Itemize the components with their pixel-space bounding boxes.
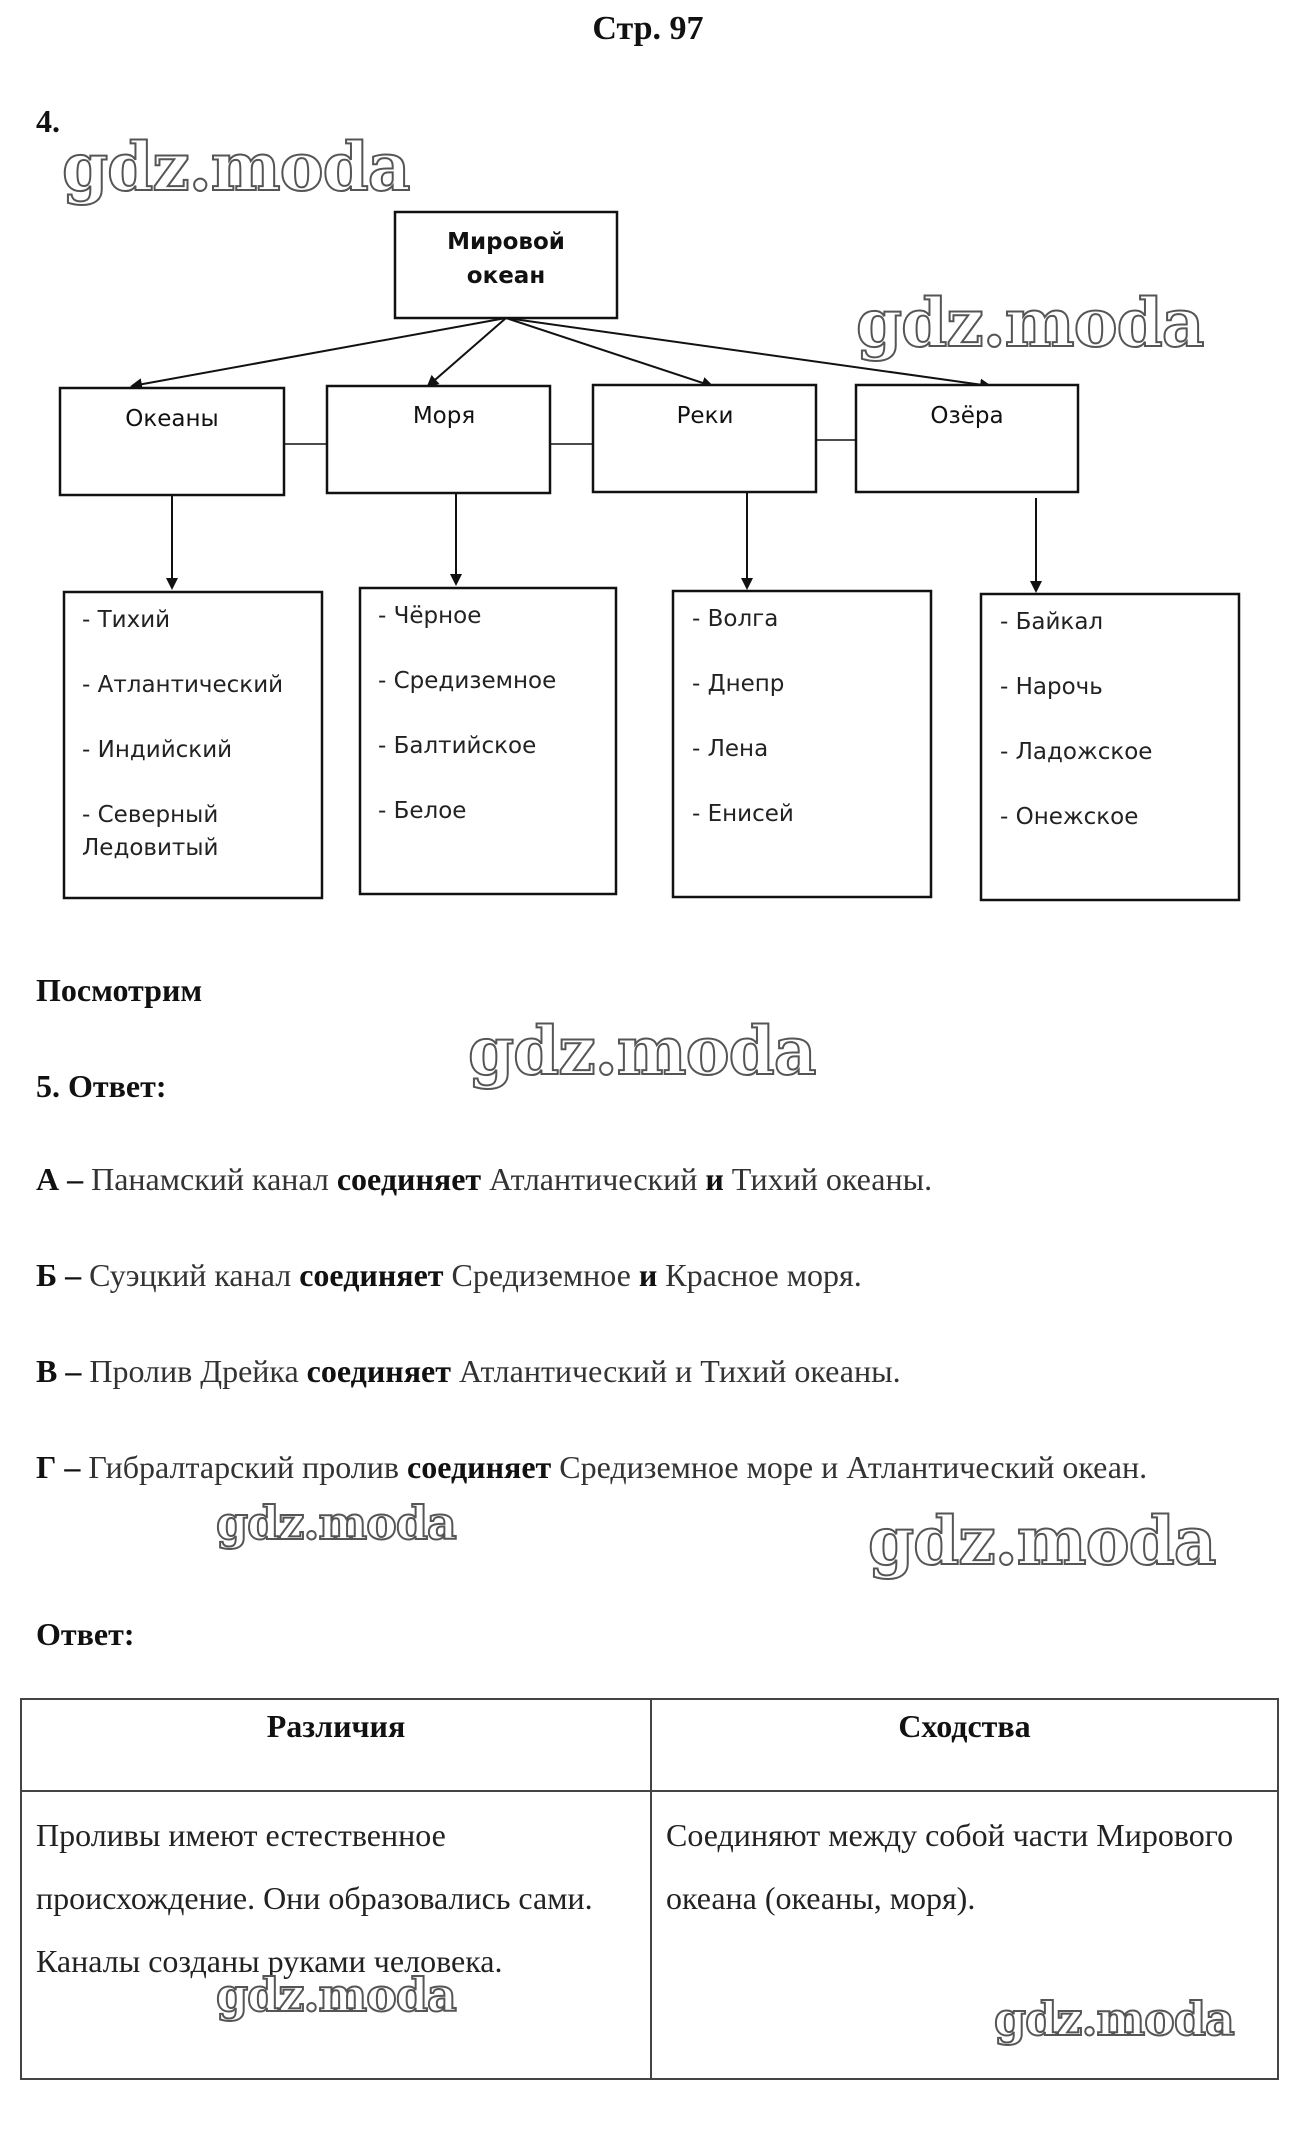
list-item: - Енисей bbox=[692, 801, 794, 827]
list-item: - Индийский bbox=[82, 737, 233, 763]
category-label-rivers: Реки bbox=[676, 403, 734, 429]
answer-conjunction: и bbox=[705, 1161, 724, 1197]
answer-object: Средиземное bbox=[451, 1257, 631, 1293]
answer-object: Тихий океаны. bbox=[731, 1161, 933, 1197]
root-label-line2: океан bbox=[466, 263, 546, 289]
list-item: - Чёрное bbox=[378, 603, 482, 629]
answer-letter: А – bbox=[36, 1161, 84, 1197]
arrow-root-seas bbox=[428, 318, 506, 386]
list-item: - Волга bbox=[692, 606, 779, 632]
list-oceans bbox=[82, 604, 312, 897]
arrow-root-oceans bbox=[132, 318, 506, 386]
answer-verb: соединяет bbox=[306, 1353, 451, 1389]
answer-a bbox=[36, 1148, 1236, 1211]
answer-verb: соединяет bbox=[336, 1161, 482, 1197]
list-lakes bbox=[1000, 606, 1230, 866]
watermark: gdz.moda bbox=[62, 128, 410, 206]
watermark: gdz.moda bbox=[216, 1968, 456, 2022]
list-item: - Онежское bbox=[1000, 804, 1139, 830]
category-label-seas: Моря bbox=[412, 403, 476, 429]
look-heading: Посмотрим bbox=[36, 972, 203, 1008]
answer-conjunction: и bbox=[638, 1257, 658, 1293]
answer-object: Атлантический bbox=[489, 1161, 698, 1197]
header-similarities: Сходства bbox=[651, 1699, 1278, 1791]
list-item: - Северный Ледовитый bbox=[82, 802, 219, 861]
answer-verb: соединяет bbox=[406, 1449, 552, 1485]
answer-b bbox=[36, 1244, 1236, 1307]
watermark: gdz.moda bbox=[216, 1496, 456, 1550]
watermark: gdz.moda bbox=[994, 1992, 1234, 2046]
answer-verb: соединяет bbox=[299, 1257, 444, 1293]
arrow-root-rivers bbox=[506, 318, 712, 386]
list-item: - Байкал bbox=[1000, 609, 1104, 635]
answer-v bbox=[36, 1340, 1236, 1403]
answer-object: Красное моря. bbox=[665, 1257, 862, 1293]
list-seas bbox=[378, 600, 608, 860]
watermark: gdz.moda bbox=[868, 1502, 1216, 1580]
answer-letter: Б – bbox=[36, 1257, 82, 1293]
watermark: gdz.moda bbox=[856, 284, 1204, 362]
answer-object: Атлантический и Тихий океаны. bbox=[458, 1353, 901, 1389]
answer5-heading: 5. Ответ: bbox=[36, 1068, 167, 1104]
answer-letter: В – bbox=[36, 1353, 82, 1389]
list-item: - Днепр bbox=[692, 671, 785, 697]
category-box-rivers bbox=[593, 385, 816, 492]
task-number: 4. bbox=[36, 103, 60, 139]
list-item: - Лена bbox=[692, 736, 769, 762]
answer-subject: Суэцкий канал bbox=[89, 1257, 292, 1293]
category-label-lakes: Озёра bbox=[930, 403, 1004, 429]
category-label-oceans: Океаны bbox=[125, 406, 219, 432]
answer-heading: Ответ: bbox=[36, 1616, 135, 1652]
page-title: Стр. 97 bbox=[592, 10, 704, 47]
watermark: gdz.moda bbox=[468, 1012, 816, 1090]
list-item: - Атлантический bbox=[82, 672, 284, 698]
list-item: - Тихий bbox=[82, 607, 171, 633]
list-item: - Ладожское bbox=[1000, 739, 1153, 765]
list-item: - Средиземное bbox=[378, 668, 557, 694]
table-header-row bbox=[21, 1699, 1278, 1791]
list-rivers bbox=[692, 603, 922, 863]
list-item: - Нарочь bbox=[1000, 674, 1103, 700]
cell-differences: Проливы имеют естественное происхождение. Они образовались сами. Каналы созданы руками человека. bbox=[21, 1791, 651, 2079]
answer-letter: Г – bbox=[36, 1449, 81, 1485]
list-item: - Балтийское bbox=[378, 733, 537, 759]
cell-similarities: Соединяют между собой части Мирового океана (океаны, моря). bbox=[651, 1791, 1278, 2079]
header-differences: Различия bbox=[21, 1699, 651, 1791]
answer-subject: Гибралтарский пролив bbox=[88, 1449, 399, 1485]
category-box-lakes bbox=[856, 385, 1078, 492]
answer-g bbox=[36, 1436, 1236, 1499]
list-item: - Белое bbox=[378, 798, 467, 824]
answer-object: Средиземное море и Атлантический океан. bbox=[559, 1449, 1148, 1485]
answer-subject: Пролив Дрейка bbox=[89, 1353, 299, 1389]
category-box-oceans bbox=[60, 388, 284, 495]
answer-subject: Панамский канал bbox=[91, 1161, 329, 1197]
root-label-line1: Мировой bbox=[447, 229, 565, 255]
